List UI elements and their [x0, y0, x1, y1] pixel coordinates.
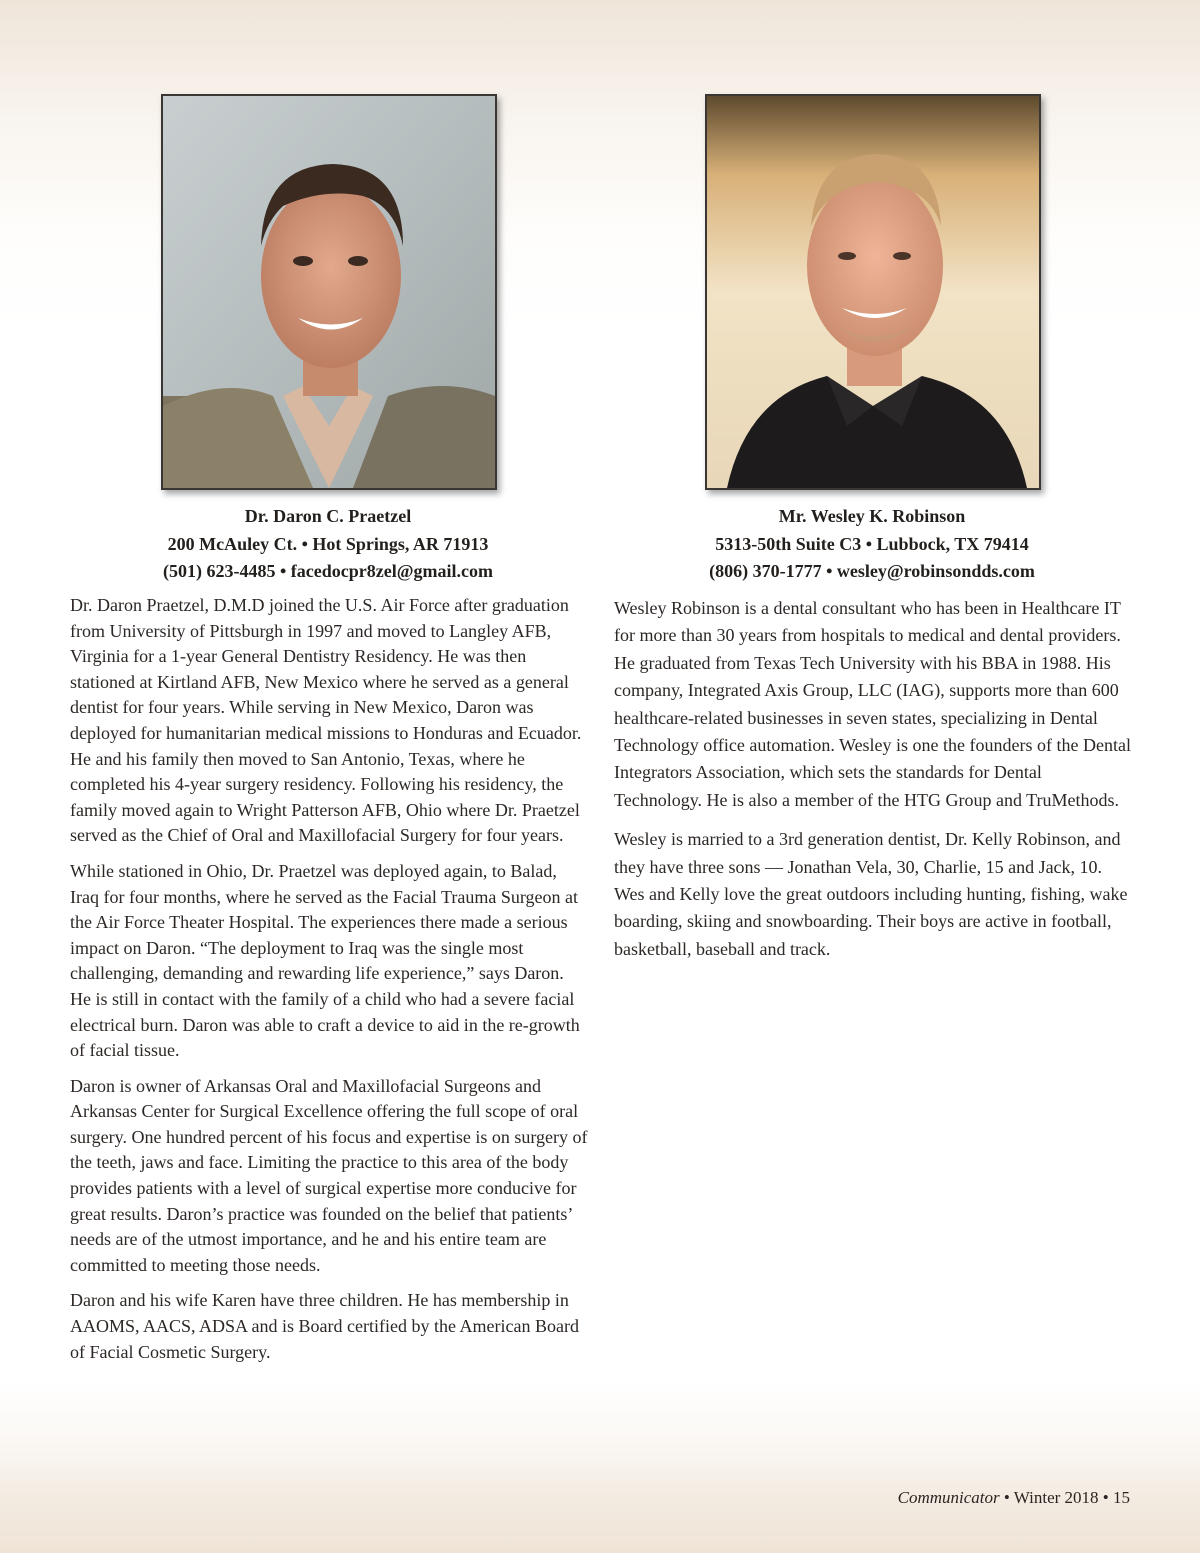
person-phone-email: (806) 370-1777 • wesley@robinsondds.com: [709, 561, 1035, 581]
contact-block-left: [70, 503, 586, 586]
portrait-daron-praetzel: [161, 94, 497, 490]
issue-and-page: • Winter 2018 • 15: [999, 1488, 1130, 1507]
portrait-photo-right: [707, 96, 1039, 488]
person-address: 5313-50th Suite C3 • Lubbock, TX 79414: [715, 533, 1029, 554]
person-address: 200 McAuley Ct. • Hot Springs, AR 71913: [167, 533, 489, 554]
page-footer: [898, 1488, 1130, 1508]
bio-paragraph: Wesley is married to a 3rd generation dentist, Dr. Kelly Robinson, and they have three sons — Jonathan Vela, 30, Charlie, 15 and Jack, 10. Wes and Kelly love the great outdoors including hunting, fishing, wake boarding, skiing and snowboarding. Their boys are active in football, basketball, baseball and track.: [614, 829, 1128, 959]
magazine-title: Communicator: [897, 1488, 1000, 1507]
person-name: Mr. Wesley K. Robinson: [778, 506, 966, 526]
bio-paragraph: Daron is owner of Arkansas Oral and Maxillofacial Surgeons and Arkansas Center for Surgical Excellence offering the full scope of oral surgery. One hundred percent of his focus and expertise is on surgery of the teeth, jaws and face. Limiting the practice to this area of the body provides patients with a level of surgical expertise more conducive for great results. Daron’s practice was founded on the belief that patients’ needs are of the utmost importance, and he and his entire team are committed to meeting those needs.: [70, 1075, 588, 1275]
bio-column-left: [70, 593, 588, 1375]
bio-paragraph: Dr. Daron Praetzel, D.M.D joined the U.S. Air Force after graduation from University of Pittsburgh in 1997 and moved to Langley AFB, Virginia for a 1-year General Dentistry Residency. He was then stationed at Kirtland AFB, New Mexico where he served as a general dentist for four years. While serving in New Mexico, Daron was deployed for humanitarian medical missions to Honduras and Ecuador. He and his family then moved to San Antonio, Texas, where he completed his 4-year surgery residency. Following his residency, the family moved again to Wright Patterson AFB, Ohio where Dr. Praetzel served as the Chief of Oral and Maxillofacial Surgery for four years.: [70, 595, 582, 846]
person-name: Dr. Daron C. Praetzel: [244, 506, 412, 526]
bio-paragraph: Daron and his wife Karen have three children. He has membership in AAOMS, AACS, ADSA and is Board certified by the American Board of Facial Cosmetic Surgery.: [70, 1290, 579, 1362]
portrait-wesley-robinson: [705, 94, 1041, 490]
bio-paragraph: Wesley Robinson is a dental consultant who has been in Healthcare IT for more than 30 years from hospitals to medical and dental providers. He graduated from Texas Tech University with his BBA in 1988. His company, Integrated Axis Group, LLC (IAG), supports more than 600 healthcare-related businesses in seven states, specializing in Dental Technology office automation. Wesley is one the founders of the Dental Integrators Association, which sets the standards for Dental Technology. He is also a member of the HTG Group and TruMethods.: [614, 598, 1131, 810]
bio-paragraph: While stationed in Ohio, Dr. Praetzel was deployed again, to Balad, Iraq for four months, where he served as the Facial Trauma Surgeon at the Air Force Theater Hospital. The experiences there made a serious impact on Daron. “The deployment to Iraq was the single most challenging, demanding and rewarding life experience,” says Daron. He is still in contact with the family of a child who had a severe facial electrical burn. Daron was able to craft a device to aid in the re-growth of facial tissue.: [70, 860, 580, 1061]
bio-column-right: [614, 595, 1134, 975]
person-phone-email: (501) 623-4485 • facedocpr8zel@gmail.com: [163, 561, 493, 581]
portrait-photo-left: [163, 96, 495, 488]
contact-block-right: [614, 503, 1130, 586]
